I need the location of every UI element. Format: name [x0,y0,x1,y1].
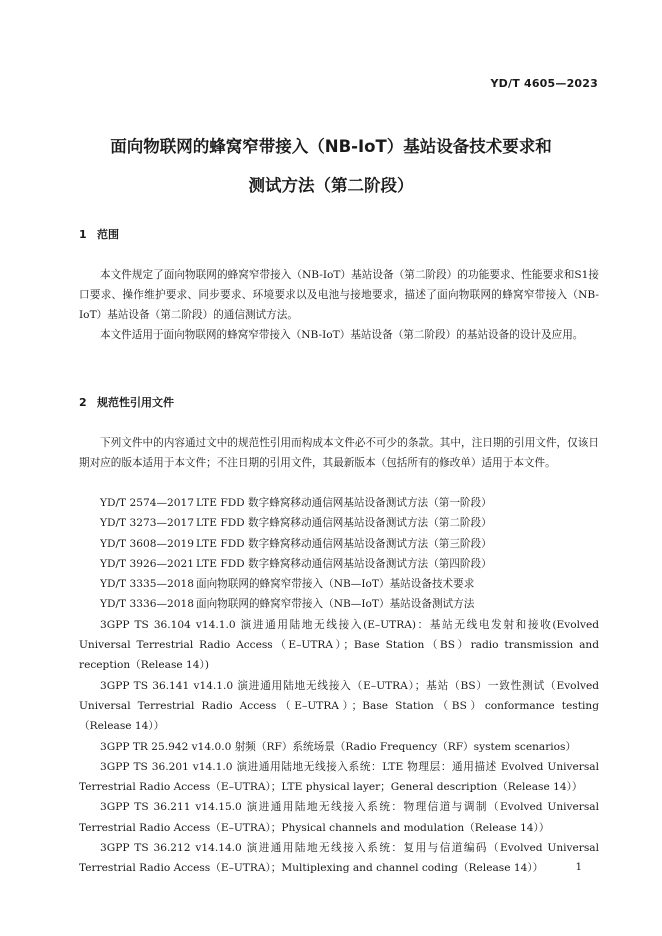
references-intro: 下列文件中的内容通过文中的规范性引用而构成本文件必不可少的条款。其中，注日期的引用文件，仅该日期对应的版本适用于本文件；不注日期的引用文件，其最新版本（包括所有的修改单）适用于本文件。 [79,437,599,469]
reference-item [79,493,599,513]
reference-title: LTE FDD 数字蜂窝移动通信网基站设备测试方法（第四阶段） [196,557,492,570]
page-number: 1 [575,862,582,873]
reference-title: LTE FDD 数字蜂窝移动通信网基站设备测试方法（第三阶段） [196,537,492,550]
reference-title: 面向物联网的蜂窝窄带接入（NB—IoT）基站设备测试方法 [196,598,475,611]
reference-title: 面向物联网的蜂窝窄带接入（NB—IoT）基站设备技术要求 [196,578,475,591]
document-title-line-1: 面向物联网的蜂窝窄带接入（NB-IoT）基站设备技术要求和 [110,137,552,156]
reference-item [79,574,599,594]
scope-paragraph-1: 本文件规定了面向物联网的蜂窝窄带接入（NB-IoT）基站设备（第二阶段）的功能要求、性能要求和S1接口要求、操作维护要求、同步要求、环境要求以及电池与接地要求，描述了面向物联网的蜂窝窄带接入（NB-IoT）基站设备（第二阶段）的通信测试方法。 [79,269,599,321]
document-title-line-2: 测试方法（第二阶段） [248,176,414,195]
section-number: 1 [79,228,87,241]
reference-code: YD/T 3273—2017 [100,517,195,530]
spec-reference-item: 3GPP TS 36.211 v14.15.0 演进通用陆地无线接入系统：物理信道与调制（Evolved Universal Terrestrial Radio Access（E–UTRA）；Physical channels and modulation（Release 14）） [79,801,599,834]
section-title: 规范性引用文件 [97,396,174,409]
reference-item [79,534,599,554]
reference-item [79,513,599,533]
spec-reference-item: 3GPP TS 36.104 v14.1.0 演进通用陆地无线接入(E–UTRA)：基站无线电发射和接收(Evolved Universal Terrestrial Radio Access（E–UTRA）；Base Station（BS）radio transmission and reception（Release 14）) [79,618,599,672]
reference-code: YD/T 3336—2018 [100,598,195,611]
spec-reference-item: 3GPP TR 25.942 v14.0.0 射频（RF）系统场景（Radio Frequency（RF）system scenarios） [100,740,577,753]
spec-reference-item: 3GPP TS 36.141 v14.1.0 演进通用陆地无线接入（E–UTRA）；基站（BS）一致性测试（Evolved Universal Terrestrial Radio Access（E–UTRA）；Base Station（BS）conformance testing（Release 14）） [79,679,599,733]
section-2-heading [79,394,174,410]
reference-list [79,493,599,879]
reference-title: LTE FDD 数字蜂窝移动通信网基站设备测试方法（第一阶段） [196,497,492,509]
section-title: 范围 [97,228,119,241]
scope-paragraph-2: 本文件适用于面向物联网的蜂窝窄带接入（NB-IoT）基站设备（第二阶段）的基站设备的设计及应用。 [100,329,584,341]
reference-item [79,594,599,614]
reference-code: YD/T 3335—2018 [100,578,195,591]
section-number: 2 [79,396,87,409]
section-1-heading [79,226,119,242]
reference-title: LTE FDD 数字蜂窝移动通信网基站设备测试方法（第二阶段） [196,517,492,530]
reference-code: YD/T 2574—2017 [100,497,195,509]
spec-reference-item: 3GPP TS 36.212 v14.14.0 演进通用陆地无线接入系统：复用与信道编码（Evolved Universal Terrestrial Radio Access（E–UTRA）；Multiplexing and channel coding（Release 14）） [79,842,599,875]
reference-code: YD/T 3926—2021 [100,557,195,570]
reference-code: YD/T 3608—2019 [100,537,195,550]
spec-reference-item: 3GPP TS 36.201 v14.1.0 演进通用陆地无线接入系统：LTE 物理层：通用描述 Evolved Universal Terrestrial Radio Access（E–UTRA）；LTE physical layer；General description（Release 14）） [79,760,599,794]
document-number: YD/T 4605—2023 [490,77,598,90]
reference-item [79,554,599,574]
